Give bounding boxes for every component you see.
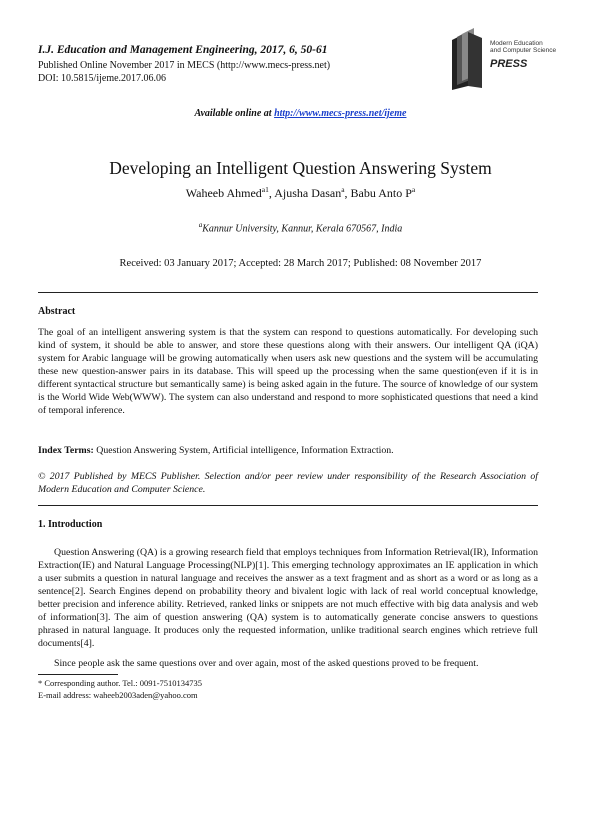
abstract-heading: Abstract [38,306,76,317]
index-terms-text: Question Answering System, Artificial intelligence, Information Extraction. [96,445,394,456]
available-prefix: Available online at [194,108,272,119]
introduction-paragraph-2: Since people ask the same questions over and over again, most of the asked questions proved to be frequent. [54,658,479,669]
author-name: Babu Anto P [350,186,412,200]
paper-title: Developing an Intelligent Question Answering System [109,158,492,178]
index-terms-label: Index Terms: [38,445,94,456]
doi: DOI: 10.5815/ijeme.2017.06.06 [38,73,167,84]
logo-line-2: and Computer Science [490,47,557,54]
journal-citation: I.J. Education and Management Engineering, 2017, 6, 50-61 [38,44,328,56]
abstract-text: The goal of an intelligent answering system is that the system can respond to questions automatically. For developing such kind of system, it should be able to answer, and store these questions along with their answers. Our intelligent QA (iQA) system for Arabic language will be growing automatically when users ask new questions and the system will be accumulating these new question-answer pairs in its database. This will speed up the processing when the same question(even if it is in different syntactical structure but semantically same) is being asked again in the future. The source of knowledge of our system is the World Wide Web(WWW). The system can also understand and respond to more sophisticated questions that need a kind of temporal inference. [38,327,538,416]
email-address: E-mail address: waheeb2003aden@yahoo.com [38,690,198,700]
author-sup: a [411,185,416,194]
corresponding-author: * Corresponding author. Tel.: 0091-7510134735 [38,678,203,688]
mecs-press-logo [448,28,558,90]
divider [38,292,538,293]
affiliation-sup: a [198,221,203,229]
divider [38,505,538,506]
available-online [0,108,601,119]
affiliation-text: Kannur University, Kannur, Kerala 670567, India [202,223,403,235]
author-name: Ajusha Dasan [274,186,342,200]
author-sup: a1 [261,185,269,194]
index-terms [38,444,538,457]
submission-dates: Received: 03 January 2017; Accepted: 28 March 2017; Published: 08 November 2017 [119,258,482,269]
author-list: Waheeb Ahmed$^{a1}$, Ajusha Dasan$^a$, Babu Anto $P^a$ [185,185,416,200]
logo-line-1: Modern Education [490,40,543,47]
copyright-notice: © 2017 Published by MECS Publisher. Selection and/or peer review under responsibility of the Research Association of Modern Education and Computer Science. [38,471,538,495]
author-sup: a [341,185,345,194]
introduction-paragraph-1: Question Answering (QA) is a growing research field that employs techniques from Information Retrieval(IR), Information Extraction(IE) and Natural Language Processing(NLP)[1]. This emerging technology approximates an IE application in which a user submits a question in natural language and receives the answer as a text fragment and as short as a word or as long as a sentence[2]. Search Engines depend on probability theory and bivalent logic with lack of real world conceptual knowledge, better precision and inference ability. Retrieved, ranked links or snippets are not much effective with big data analysis and web of information[3]. The aim of question answering (QA) system is to automatically generate concise answers to questions phrased in natural language. It produces only the requested information, unlike traditional search engines which retrieve full documents[4]. [38,547,538,649]
journal-link[interactable]: http://www.mecs-press.net/ijeme [274,108,407,119]
publication-info: Published Online November 2017 in MECS (http://www.mecs-press.net) [38,60,331,71]
introduction-heading: 1. Introduction [38,519,103,530]
books-icon [448,28,488,90]
footnote-divider [38,674,118,675]
logo-brand: PRESS [490,58,528,70]
affiliation [0,221,601,234]
author-name: Waheeb Ahmed [185,186,262,200]
